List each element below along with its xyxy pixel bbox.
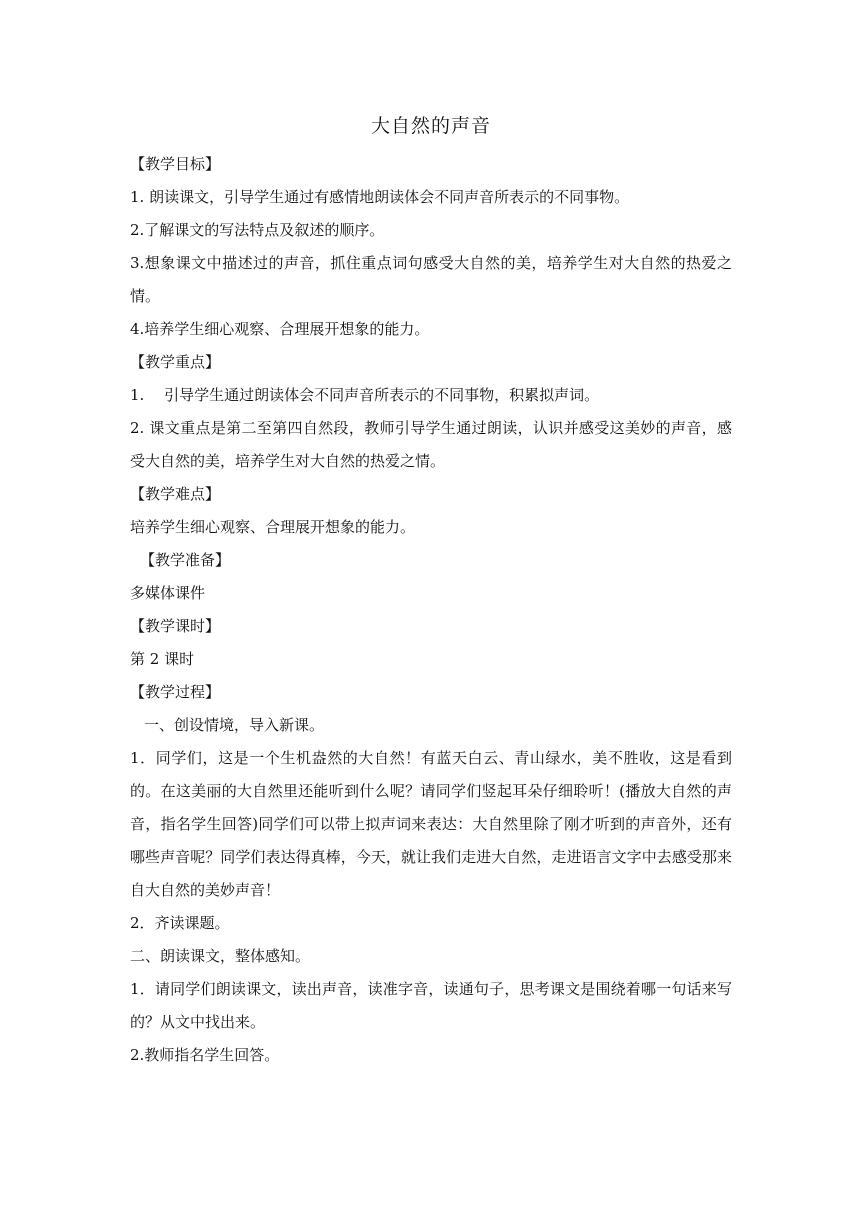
goal-item-3: 3.想象课文中描述过的声音，抓住重点词句感受大自然的美，培养学生对大自然的热爱之情。 [130, 254, 732, 305]
goal-item-2: 2.了解课文的写法特点及叙述的顺序。 [130, 221, 385, 239]
preparation-text: 多媒体课件 [130, 584, 206, 602]
heading-key-points: 【教学重点】 [130, 353, 221, 371]
heading-process: 【教学过程】 [130, 683, 221, 701]
process-step-1-1: 1．同学们，这是一个生机盎然的大自然！有蓝天白云、青山绿水，美不胜收，这是看到的。在这美丽的大自然里还能听到什么呢？请同学们竖起耳朵仔细聆听！(播放大自然的声音，指名学生回答)同学们可以带上拟声词来表达：大自然里除了刚才听到的声音外，还有哪些声音呢？同学们表达得真棒，今天，就让我们走进大自然，走进语言文字中去感受那来自大自然的美妙声音！ [130, 749, 732, 899]
document-page [130, 112, 732, 1072]
process-step-2-2: 2.教师指名学生回答。 [130, 1046, 280, 1064]
key-point-item-2: 2. 课文重点是第二至第四自然段，教师引导学生通过朗读，认识并感受这美妙的声音，感受大自然的美，培养学生对大自然的热爱之情。 [130, 419, 732, 470]
key-point-item-1: 1. 引导学生通过朗读体会不同声音所表示的不同事物，积累拟声词。 [130, 386, 600, 404]
difficulty-text: 培养学生细心观察、合理展开想象的能力。 [130, 518, 416, 536]
document-title: 大自然的声音 [370, 115, 491, 137]
heading-difficulties: 【教学难点】 [130, 485, 221, 503]
lesson-hours-text: 第 2 课时 [130, 650, 195, 668]
goal-item-4: 4.培养学生细心观察、合理展开想象的能力。 [130, 320, 430, 338]
process-step-2-1: 1．请同学们朗读课文，读出声音，读准字音，读通句子，思考课文是围绕着哪一句话来写的？从文中找出来。 [130, 980, 732, 1031]
heading-lesson-hours: 【教学课时】 [130, 617, 221, 635]
heading-teaching-goals: 【教学目标】 [130, 155, 221, 173]
heading-preparation: 【教学准备】 [140, 551, 231, 569]
process-section-1: 一、创设情境，导入新课。 [144, 716, 325, 734]
process-section-2: 二、朗读课文，整体感知。 [130, 947, 311, 965]
goal-item-1: 1. 朗读课文，引导学生通过有感情地朗读体会不同声音所表示的不同事物。 [130, 188, 630, 206]
process-step-1-2: 2．齐读课题。 [130, 914, 230, 932]
